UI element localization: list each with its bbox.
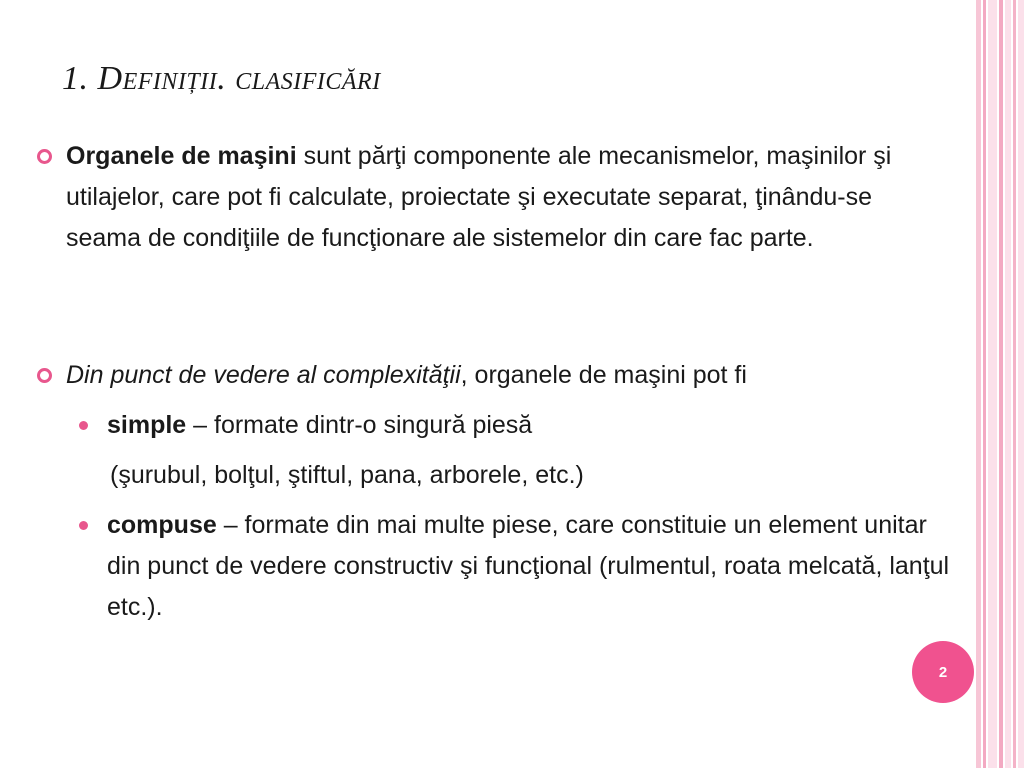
bullet-italic-term: Din punct de vedere al complexităţii xyxy=(66,361,461,389)
stripe xyxy=(999,0,1003,768)
page-number: 2 xyxy=(938,663,948,681)
title-start: 1. D xyxy=(62,60,123,97)
decorative-stripes xyxy=(976,0,1024,768)
bullet-text: , organele de maşini pot fi xyxy=(460,361,747,389)
ring-bullet-icon xyxy=(37,149,52,164)
dot-bullet-icon xyxy=(79,521,88,530)
stripe xyxy=(1005,0,1011,768)
bullet-definition xyxy=(66,136,946,259)
stripe xyxy=(976,0,981,768)
bullet-bold-term: Organele de maşini xyxy=(66,142,297,170)
subbullet-bold-term: compuse xyxy=(107,511,217,539)
title-rest: efiniții. clasificări xyxy=(122,60,381,97)
subbullet-text: – formate din mai multe piese, care constituie un element unitar din punct de vedere constructiv şi funcţional (rulmentul, roata melcată, lanţul etc.). xyxy=(107,511,950,621)
ring-bullet-icon xyxy=(37,368,52,383)
slide-title xyxy=(62,60,381,98)
stripe xyxy=(983,0,986,768)
stripe xyxy=(988,0,997,768)
bullet-text: sunt părţi componente ale mecanismelor, maşinilor şi utilajelor, care pot fi calculate, proiectate şi executate separat, ţinându-se seama de condiţiile de funcţionare ale sistemelor din care fac parte. xyxy=(66,142,892,252)
stripe xyxy=(1013,0,1016,768)
subbullet-examples: (şurubul, bolţul, ştiftul, pana, arborele, etc.) xyxy=(110,461,584,489)
bullet-classification xyxy=(66,355,946,396)
subbullet-text: – formate dintr-o singură piesă xyxy=(186,411,533,439)
subbullet-bold-term: simple xyxy=(107,411,187,439)
dot-bullet-icon xyxy=(79,421,88,430)
stripe xyxy=(1018,0,1024,768)
subbullet-simple xyxy=(107,405,957,446)
subbullet-compound xyxy=(107,505,957,628)
page-number-badge xyxy=(912,641,974,703)
